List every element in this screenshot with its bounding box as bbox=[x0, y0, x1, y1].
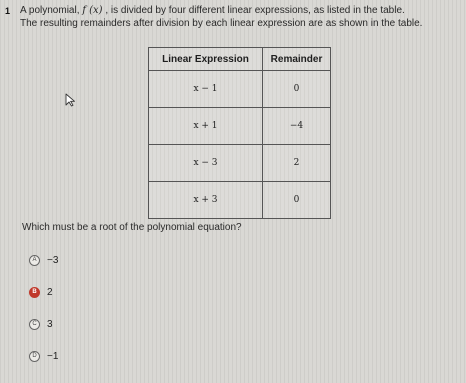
stem-line-2: The resulting remainders after division by each linear expression are as shown in the table. bbox=[20, 18, 423, 29]
option-d-radio[interactable]: D bbox=[29, 351, 40, 362]
option-c[interactable] bbox=[29, 319, 58, 330]
remainder-cell: 0 bbox=[263, 71, 331, 108]
question-prompt: Which must be a root of the polynomial equation? bbox=[22, 222, 242, 233]
table-header-row bbox=[149, 48, 331, 71]
table-row bbox=[149, 145, 331, 182]
option-a-radio[interactable]: A bbox=[29, 255, 40, 266]
option-a-text: −3 bbox=[47, 255, 59, 266]
answer-options bbox=[29, 255, 58, 383]
mouse-pointer-icon bbox=[65, 93, 77, 112]
question-stem bbox=[20, 4, 460, 30]
remainder-table bbox=[148, 47, 331, 219]
stem-text-2: , is divided by four different linear expressions, as listed in the table. bbox=[102, 5, 405, 16]
option-b-radio[interactable]: B bbox=[29, 287, 40, 298]
remainder-table-wrapper bbox=[148, 47, 331, 219]
option-c-text: 3 bbox=[47, 319, 53, 330]
option-d-text: −1 bbox=[47, 351, 59, 362]
remainder-cell: −4 bbox=[263, 108, 331, 145]
option-a[interactable] bbox=[29, 255, 58, 266]
remainder-cell: 0 bbox=[263, 182, 331, 219]
table-row bbox=[149, 108, 331, 145]
option-b[interactable] bbox=[29, 287, 58, 298]
option-b-text: 2 bbox=[47, 287, 53, 298]
option-c-radio[interactable]: C bbox=[29, 319, 40, 330]
expression-cell: x − 1 bbox=[149, 71, 263, 108]
stem-text-1: A polynomial, bbox=[20, 5, 83, 16]
remainder-cell: 2 bbox=[263, 145, 331, 182]
stem-line-1 bbox=[20, 4, 460, 17]
function-symbol: f (x) bbox=[82, 5, 103, 16]
table-row bbox=[149, 182, 331, 219]
expression-cell: x + 1 bbox=[149, 108, 263, 145]
header-linear-expression: Linear Expression bbox=[149, 48, 263, 71]
option-d[interactable] bbox=[29, 351, 58, 362]
header-remainder: Remainder bbox=[263, 48, 331, 71]
question-number: 1 bbox=[5, 6, 11, 16]
expression-cell: x − 3 bbox=[149, 145, 263, 182]
expression-cell: x + 3 bbox=[149, 182, 263, 219]
table-row bbox=[149, 71, 331, 108]
